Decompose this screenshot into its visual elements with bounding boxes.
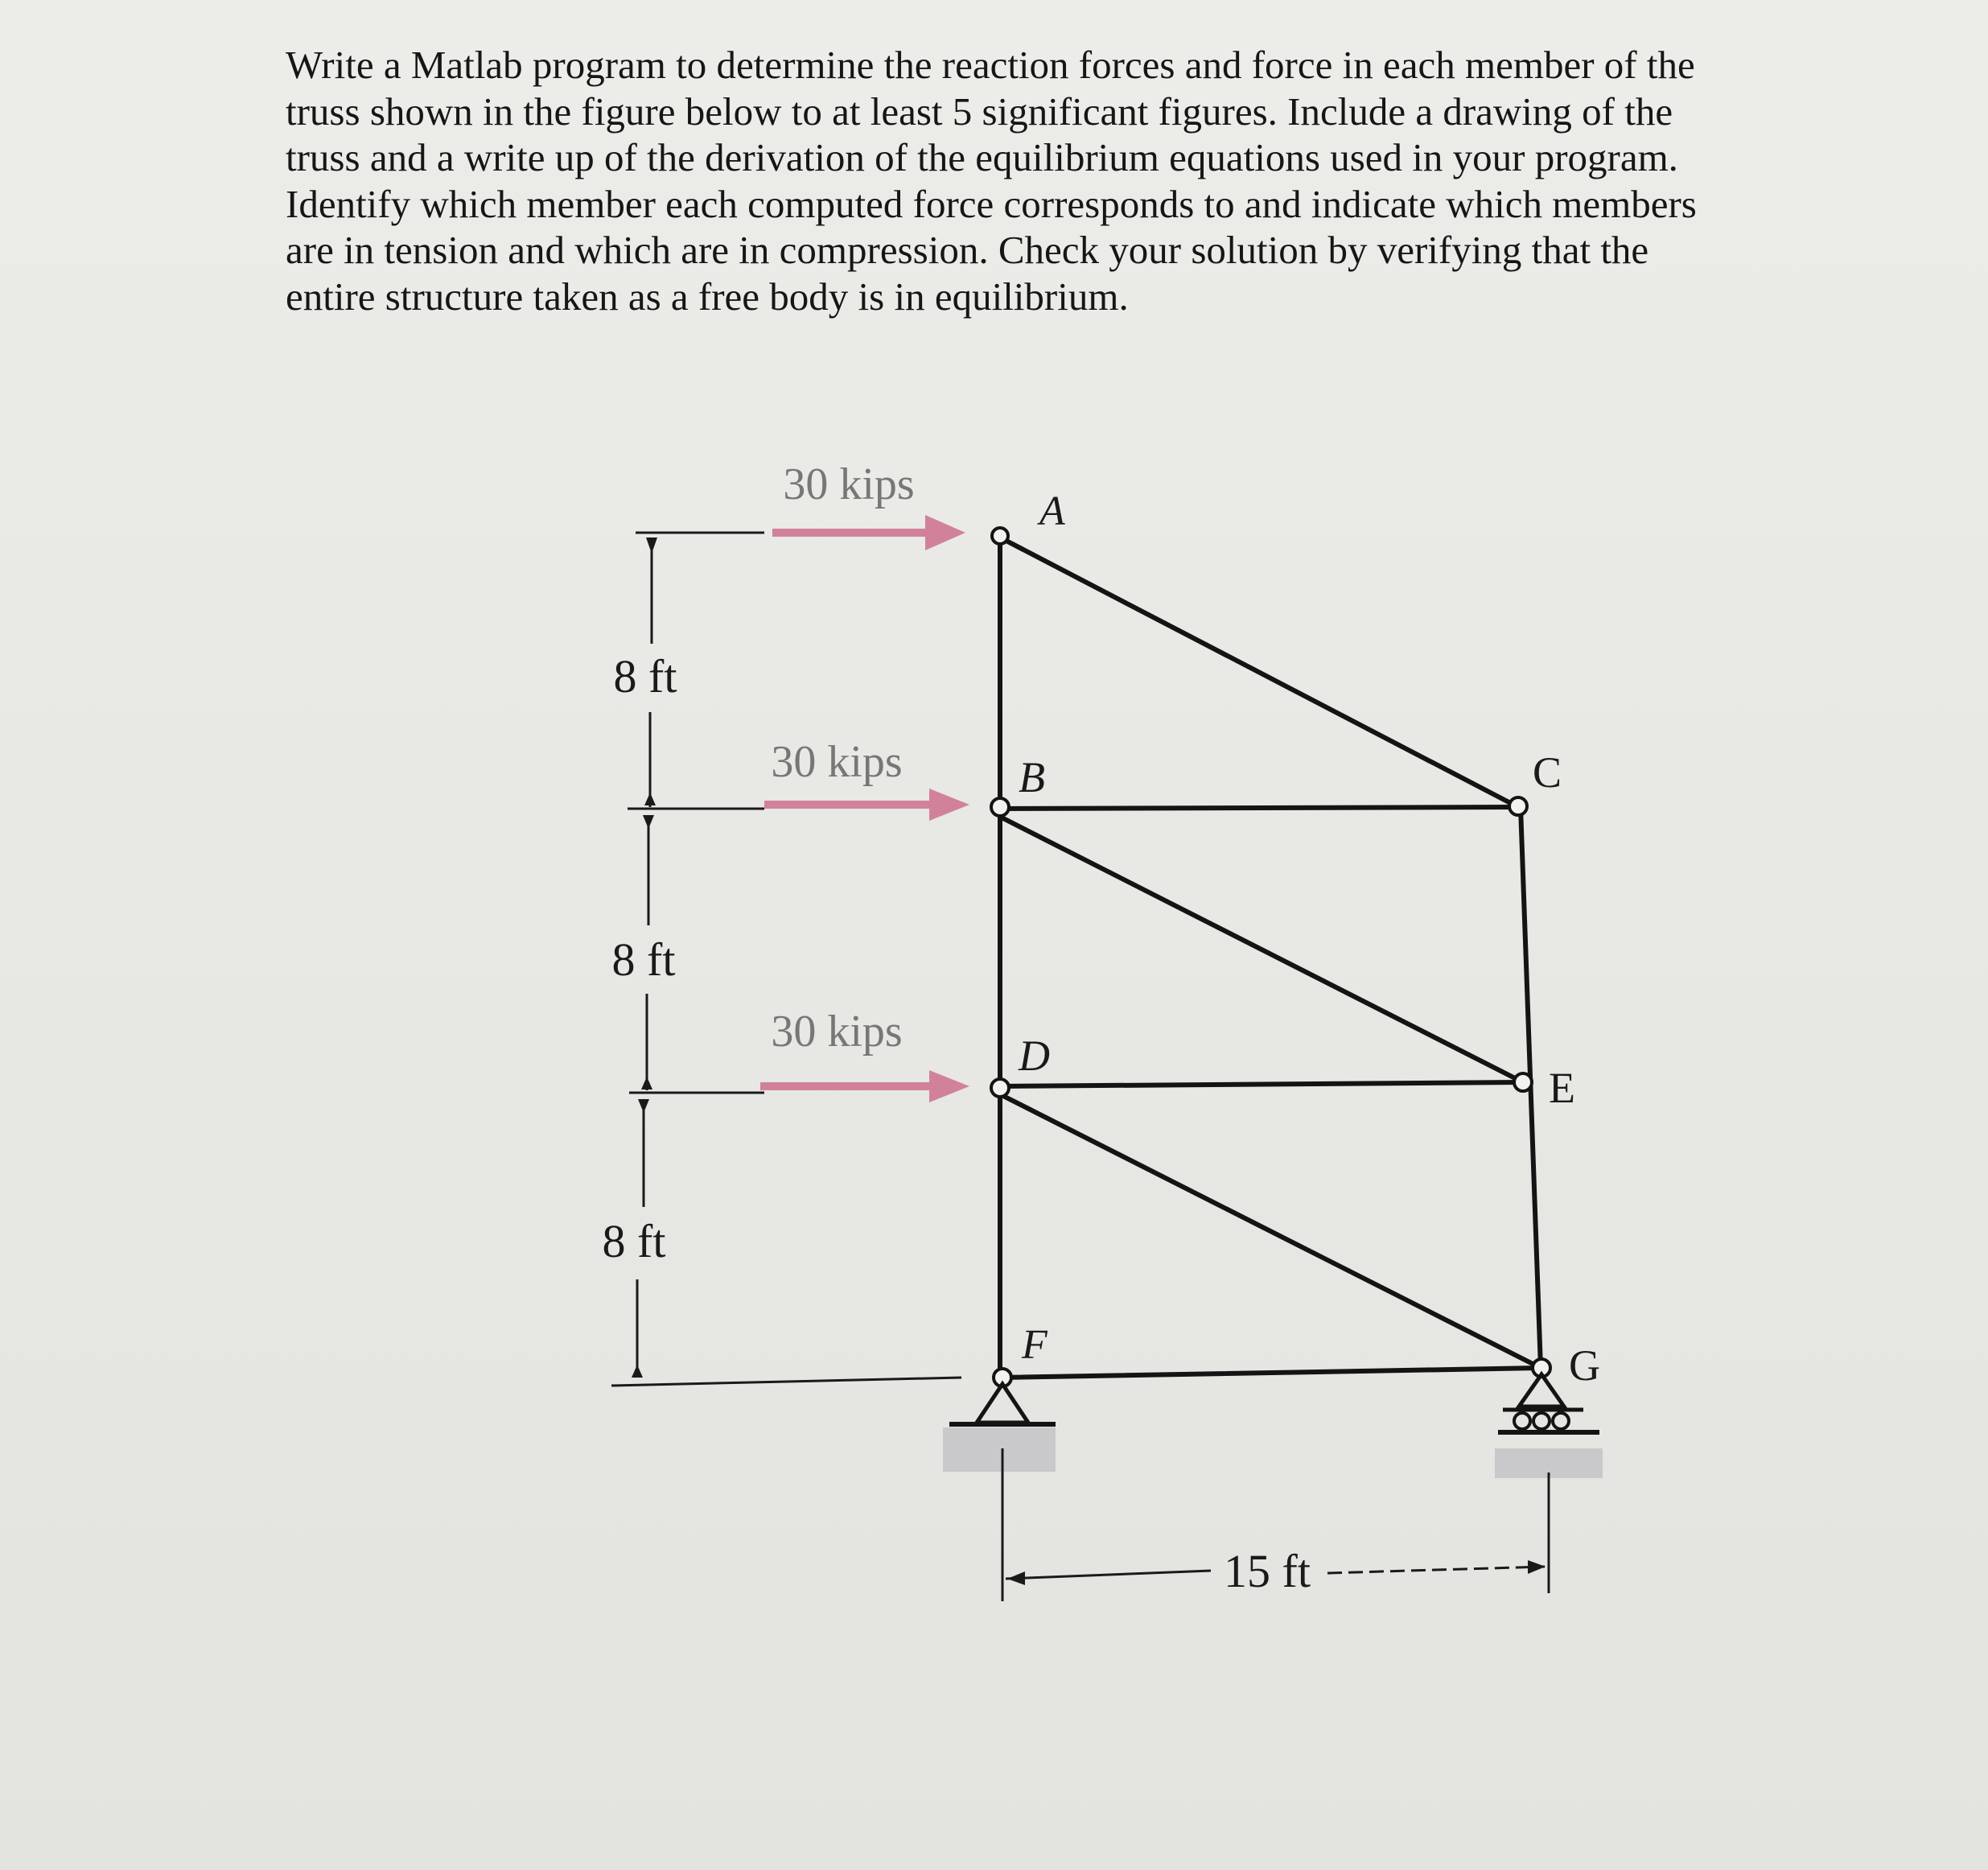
dim-line-left <box>1006 1571 1211 1579</box>
problem-line: entire structure taken as a free body is in equilibrium. <box>286 274 1129 319</box>
dim-arrowhead <box>646 538 657 554</box>
node-label-a: A <box>1039 488 1065 534</box>
member-bc <box>1000 807 1518 809</box>
node-label-b: B <box>1019 753 1045 801</box>
dim-arrowhead <box>638 1099 649 1113</box>
member-be <box>1000 817 1523 1082</box>
problem-line: Identify which member each computed force corresponds to and indicate which members <box>286 181 1697 226</box>
member-dg <box>1000 1094 1541 1368</box>
roller-support-g <box>1495 1374 1603 1478</box>
dim-arrowhead <box>644 793 656 805</box>
load-label-d: 30 kips <box>771 1007 903 1057</box>
pin-support-triangle <box>977 1384 1028 1423</box>
node-label-d: D <box>1019 1032 1050 1080</box>
joint-b <box>991 798 1009 816</box>
dim-label-bottom: 8 ft <box>602 1215 666 1267</box>
joint-d <box>991 1079 1009 1097</box>
load-label-a: 30 kips <box>783 459 915 509</box>
dim-arrowhead <box>641 1077 652 1089</box>
load-arrowhead <box>925 515 965 550</box>
dim-arrowhead <box>1528 1560 1546 1574</box>
member-de <box>1000 1082 1523 1086</box>
dim-label-span: 15 ft <box>1224 1545 1311 1597</box>
node-label-c: C <box>1533 748 1562 797</box>
pin-support-f <box>943 1384 1056 1472</box>
dim-arrowhead <box>632 1365 643 1378</box>
roller-wheel <box>1533 1413 1550 1429</box>
dim-label-middle: 8 ft <box>611 933 676 986</box>
dim-arrowhead <box>643 815 654 829</box>
problem-line: Write a Matlab program to determine the reaction forces and force in each member of the <box>286 43 1695 87</box>
truss-members <box>1000 538 1541 1378</box>
roller-support-triangle <box>1519 1374 1564 1407</box>
load-arrows <box>760 533 937 1086</box>
load-arrowhead <box>929 1070 969 1102</box>
truss-joints <box>991 528 1550 1386</box>
pin-support-base <box>943 1427 1056 1472</box>
dim-arrowhead <box>1007 1571 1025 1585</box>
dim-line-right <box>1327 1567 1545 1573</box>
member-ac <box>1000 538 1518 807</box>
member-fg <box>1000 1368 1541 1378</box>
node-label-g: G <box>1569 1341 1600 1390</box>
node-label-e: E <box>1549 1064 1575 1112</box>
load-arrowheads <box>925 515 969 1102</box>
problem-line: truss and a write up of the derivation of the equilibrium equations used in your program. <box>286 135 1678 179</box>
joint-a <box>992 528 1008 544</box>
roller-wheel <box>1553 1413 1569 1429</box>
roller-wheel <box>1514 1413 1530 1429</box>
node-label-f: F <box>1022 1322 1048 1368</box>
dim-extension-line-bottom <box>611 1378 961 1386</box>
load-arrowhead <box>929 789 969 821</box>
joint-e <box>1514 1073 1532 1091</box>
load-label-b: 30 kips <box>771 737 903 787</box>
dim-label-top: 8 ft <box>613 650 677 702</box>
joint-c <box>1509 797 1527 815</box>
problem-line: truss shown in the figure below to at least 5 significant figures. Include a drawing of the <box>286 89 1673 134</box>
problem-line: are in tension and which are in compression. Check your solution by verifying that the <box>286 228 1649 272</box>
